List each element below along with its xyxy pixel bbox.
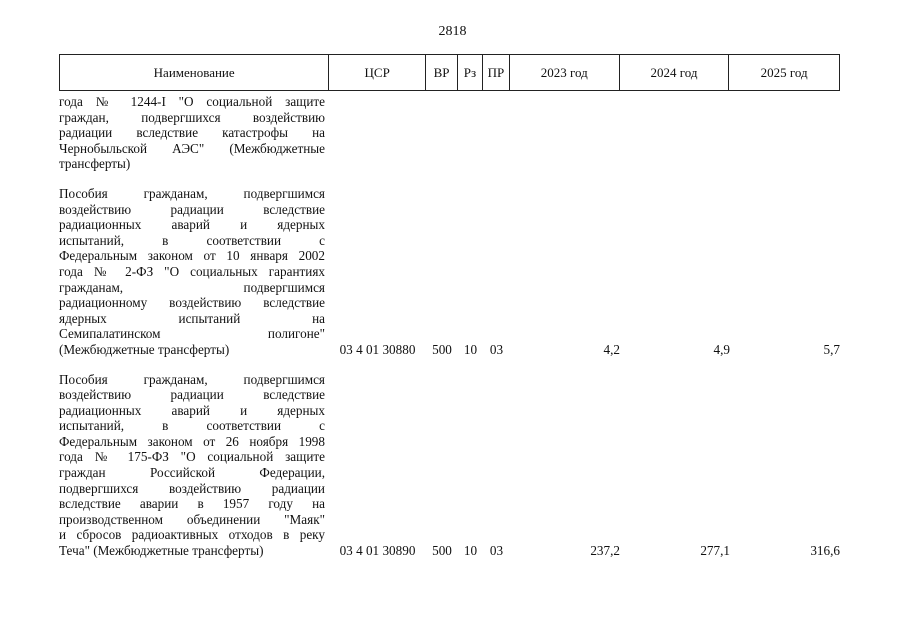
table-body [59, 94, 840, 559]
row-name-line: производственном объединении "Маяк" [59, 511, 325, 527]
row-name-line: ядерных испытаний на [59, 310, 325, 326]
header-2023: 2023 год [510, 55, 620, 90]
row-name-line: Чернобыльской АЭС" (Межбюджетные [59, 140, 325, 156]
row-name-line: Федеральным законом от 26 ноября 1998 [59, 433, 325, 449]
table-row [59, 94, 840, 172]
row-name-line: трансферты) [59, 156, 131, 172]
row-name-line: Пособия гражданам, подвергшимся [59, 185, 325, 201]
row-name-line: испытаний, в соответствии с [59, 232, 325, 248]
table-row [59, 186, 840, 358]
row-name-line: и сбросов радиоактивных отходов в реку [59, 527, 325, 543]
header-pr: ПР [483, 55, 510, 90]
page-number: 2818 [438, 24, 467, 39]
row-name [59, 94, 325, 172]
row-pr: 03 [489, 341, 504, 357]
row-csr: 03 4 01 30880 [339, 341, 416, 357]
row-vr: 500 [432, 341, 452, 357]
row-2025: 316,6 [810, 543, 840, 559]
row-2025: 5,7 [823, 341, 840, 357]
row-name-line: граждан Российской Федерации, [59, 465, 325, 481]
row-name [59, 372, 325, 559]
row-name-line: года № 1244-I "О социальной защите [59, 94, 325, 109]
table-row [59, 372, 840, 559]
row-name-line: воздействию радиации вследствие [59, 387, 325, 403]
row-2024: 277,1 [700, 543, 730, 559]
row-name-line: радиационных аварий и ядерных [59, 402, 325, 418]
row-name-line: (Межбюджетные трансферты) [59, 341, 230, 357]
header-name: Наименование [60, 55, 329, 90]
row-2023: 4,2 [603, 341, 620, 357]
header-csr: ЦСР [329, 55, 426, 90]
header-2025: 2025 год [760, 64, 808, 80]
row-name-line: радиационных аварий и ядерных [59, 217, 325, 233]
row-name-line: радиационному воздействию вследствие [59, 295, 325, 311]
row-name-line: испытаний, в соответствии с [59, 418, 325, 434]
row-name-line: Пособия гражданам, подвергшимся [59, 371, 325, 387]
row-name-line: граждан, подвергшихся воздействию [59, 109, 325, 125]
row-name-line: подвергшихся воздействию радиации [59, 480, 325, 496]
row-2024: 4,9 [713, 341, 730, 357]
row-vr: 500 [432, 543, 452, 559]
row-rz: 10 [463, 341, 478, 357]
row-csr: 03 4 01 30890 [339, 543, 416, 559]
row-name-line: вследствие аварии в 1957 году на [59, 496, 325, 512]
row-rz: 10 [463, 543, 478, 559]
row-name-line: воздействию радиации вследствие [59, 201, 325, 217]
row-name-line: года № 175-ФЗ "О социальной защите [59, 449, 325, 465]
header-2024: 2024 год [620, 55, 730, 90]
row-name-line: гражданам, подвергшимся [59, 279, 325, 295]
header-vr: ВР [426, 55, 458, 90]
row-name-line: Федеральным законом от 10 января 2002 [59, 248, 325, 264]
table-header [59, 54, 840, 91]
row-2023: 237,2 [590, 543, 620, 559]
row-name [59, 186, 325, 358]
row-pr: 03 [489, 543, 504, 559]
header-rz: Рз [458, 55, 483, 90]
row-name-line: Семипалатинском полигоне" [59, 326, 325, 342]
row-name-line: года № 2-ФЗ "О социальных гарантиях [59, 263, 325, 279]
row-name-line: радиации вследствие катастрофы на [59, 125, 325, 141]
row-name-line: Теча" (Межбюджетные трансферты) [59, 543, 264, 559]
